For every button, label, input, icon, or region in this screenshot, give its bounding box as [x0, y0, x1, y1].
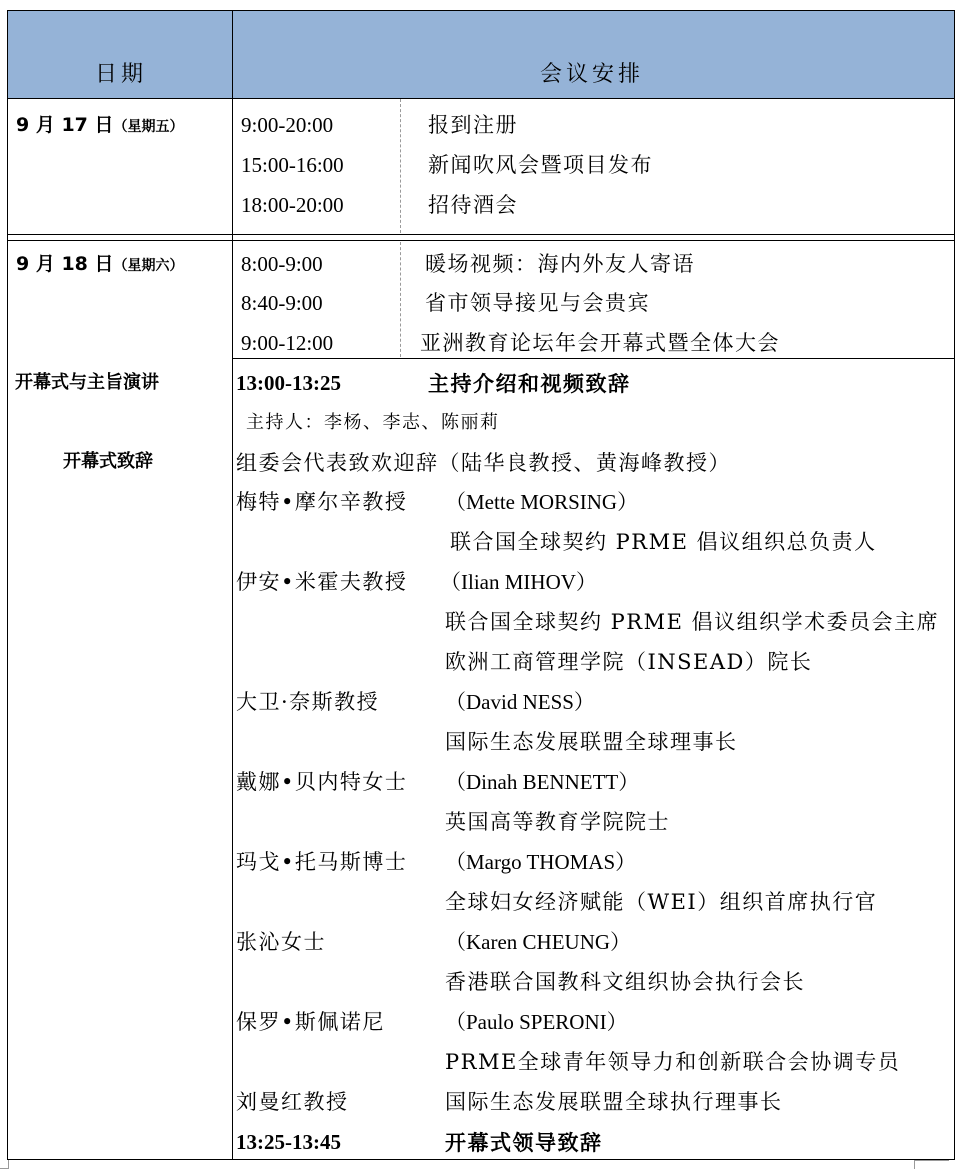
speaker-3-name: 大卫·奈斯教授: [236, 690, 380, 714]
speaker-4-title-1: 英国高等教育学院院士: [445, 810, 670, 834]
header-date: 日期: [95, 62, 148, 87]
day2-weekday: （星期六）: [113, 258, 184, 274]
speaker-3-title-1: 国际生态发展联盟全球理事长: [445, 730, 738, 754]
day2-date: [16, 255, 184, 274]
committee-line: 组委会代表致欢迎辞（陆华良教授、黄海峰教授）: [236, 451, 731, 475]
day1-date-text: 9 月 17 日: [16, 114, 114, 136]
session2-title: 开幕式领导致辞: [445, 1130, 603, 1155]
day2-time-1: 8:00-9:00: [241, 252, 323, 276]
speaker-4-en: （Dinah BENNETT）: [445, 770, 640, 794]
day2-time-2: 8:40-9:00: [241, 291, 323, 315]
day2-event-3: 亚洲教育论坛年会开幕式暨全体大会: [420, 331, 780, 355]
day2-date-text: 9 月 18 日: [16, 253, 114, 275]
day1-bottom-line: [8, 234, 954, 235]
day2-gap-line: [8, 240, 954, 241]
session2-time: 13:25-13:45: [236, 1130, 341, 1154]
speaker-4-name: 戴娜•贝内特女士: [236, 770, 408, 794]
column-divider: [232, 11, 233, 1159]
day1-date: [16, 116, 184, 135]
speaker-1-name: 梅特•摩尔辛教授: [236, 490, 408, 514]
speaker-8-name: 刘曼红教授: [236, 1090, 349, 1114]
day1-event-3: 招待酒会: [428, 193, 518, 217]
speaker-5-en: （Margo THOMAS）: [445, 850, 637, 874]
day1-event-2: 新闻吹风会暨项目发布: [428, 153, 653, 177]
header-agenda: 会议安排: [540, 62, 645, 87]
speaker-6-name: 张沁女士: [236, 930, 326, 954]
hosts-line: 主持人：李杨、李志、陈丽莉: [246, 412, 500, 433]
speaker-2-title-1: 联合国全球契约 PRME 倡议组织学术委员会主席: [445, 610, 940, 634]
opening-top-line: [232, 358, 954, 359]
opening-subsection-title: 开幕式致辞: [63, 451, 153, 472]
day1-time-3: 18:00-20:00: [241, 193, 344, 217]
speaker-7-en: （Paulo SPERONI）: [445, 1010, 628, 1034]
day1-time-1: 9:00-20:00: [241, 113, 334, 137]
day2-time-3: 9:00-12:00: [241, 331, 334, 355]
speaker-6-title-1: 香港联合国教科文组织协会执行会长: [445, 970, 805, 994]
time-divider-day2: [400, 242, 401, 357]
speaker-1-title-1: 联合国全球契约 PRME 倡议组织总负责人: [450, 530, 877, 554]
day1-time-2: 15:00-16:00: [241, 153, 344, 177]
speaker-6-en: （Karen CHEUNG）: [445, 930, 632, 954]
speaker-7-title-1: PRME全球青年领导力和创新联合会协调专员: [445, 1050, 901, 1074]
opening-section-title: 开幕式与主旨演讲: [15, 372, 159, 393]
session1-time: 13:00-13:25: [236, 371, 341, 395]
session1-title: 主持介绍和视频致辞: [428, 371, 631, 396]
speaker-2-title-2: 欧洲工商管理学院（INSEAD）院长: [445, 650, 813, 674]
speaker-5-name: 玛戈•托马斯博士: [236, 850, 408, 874]
speaker-8-title-1: 国际生态发展联盟全球执行理事长: [445, 1090, 783, 1114]
speaker-3-en: （David NESS）: [445, 690, 595, 714]
speaker-5-title-1: 全球妇女经济赋能（WEI）组织首席执行官: [445, 890, 878, 914]
speaker-1-en: （Mette MORSING）: [445, 490, 639, 514]
header-bottom-line: [8, 98, 954, 99]
time-divider-day1: [400, 99, 401, 233]
speaker-2-name: 伊安•米霍夫教授: [236, 570, 408, 594]
day1-event-1: 报到注册: [428, 113, 518, 137]
day1-weekday: （星期五）: [113, 119, 184, 135]
speaker-7-name: 保罗•斯佩诺尼: [236, 1010, 385, 1034]
day2-event-1: 暖场视频：海内外友人寄语: [425, 252, 695, 276]
speaker-2-en: （Ilian MIHOV）: [440, 570, 597, 594]
day2-event-2: 省市领导接见与会贵宾: [425, 291, 650, 315]
